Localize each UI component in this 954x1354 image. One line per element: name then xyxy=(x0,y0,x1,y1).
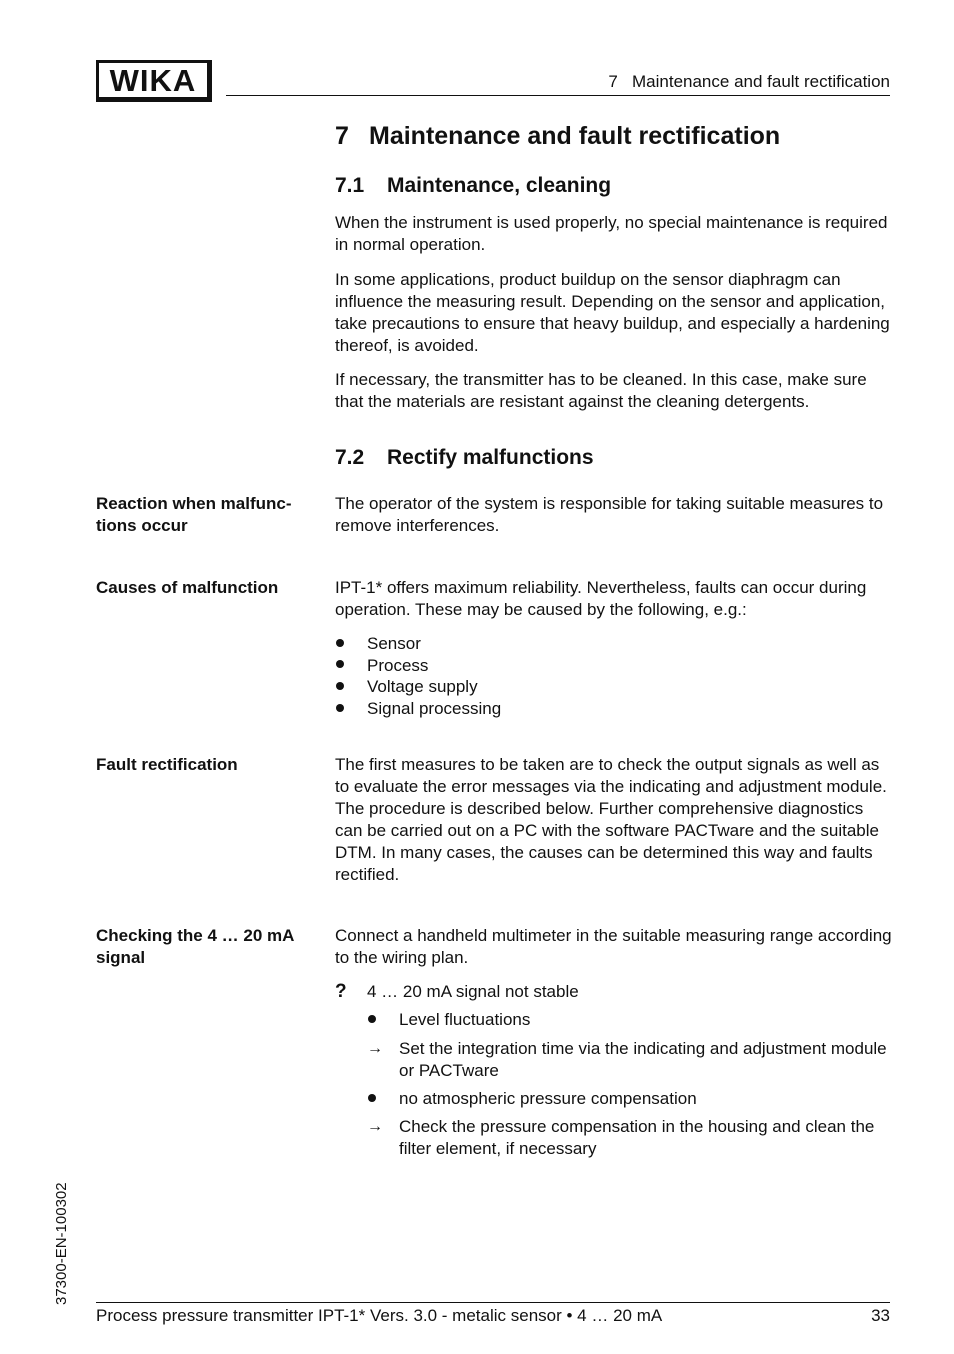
paragraph: In some applications, product buildup on the sensor diaphragm can influence the measuring result. Depending on the sensor and application, take precautions to ensure that heavy buildup, and especially a hardening thereof, is avoided. xyxy=(335,270,890,355)
section-7-2-number: 7.2 xyxy=(335,446,365,469)
list-item: Process xyxy=(335,655,501,677)
bullet-icon xyxy=(335,676,367,698)
list-item: Signal processing xyxy=(335,698,501,720)
chapter-title-text: Maintenance and fault rectification xyxy=(369,122,781,150)
symptom-text: 4 … 20 mA signal not stable xyxy=(367,982,579,1001)
section-7-1-number: 7.1 xyxy=(335,174,365,197)
cause-item: no atmospheric pressure compensation xyxy=(367,1088,897,1110)
wika-logo: WIKA xyxy=(96,60,212,102)
bullet-icon xyxy=(367,1088,399,1110)
bullet-icon xyxy=(335,655,367,677)
footer-text: Process pressure transmitter IPT-1* Vers. 3.0 - metalic sensor • 4 … 20 mA xyxy=(96,1306,663,1325)
remedy-item: → Set the integration time via the indicating and adjustment module or PACTware xyxy=(367,1039,887,1080)
arrow-right-icon: → xyxy=(367,1040,383,1057)
bullet-icon xyxy=(367,1009,399,1031)
header-divider xyxy=(226,95,890,96)
paragraph-reaction: The operator of the system is responsible for taking suitable measures to remove interferences. xyxy=(335,494,884,535)
section-7-1-heading xyxy=(335,174,611,198)
side-label-reaction: Reaction when malfunc-tions occur xyxy=(96,494,292,535)
bullet-icon xyxy=(335,633,367,655)
question-mark-icon: ? xyxy=(335,981,347,1002)
bullet-icon xyxy=(335,698,367,720)
running-header: 7 Maintenance and fault rectification xyxy=(608,72,890,91)
paragraph: When the instrument is used properly, no special maintenance is required in normal operation. xyxy=(335,213,888,254)
list-item: Voltage supply xyxy=(335,676,501,698)
section-7-2-heading xyxy=(335,446,594,470)
page-number: 33 xyxy=(871,1306,890,1325)
cause-list xyxy=(335,633,501,720)
paragraph: If necessary, the transmitter has to be cleaned. In this case, make sure that the materials are resistant against the cleaning detergents. xyxy=(335,370,867,411)
chapter-number: 7 xyxy=(335,122,349,150)
footer-divider xyxy=(96,1302,890,1303)
side-label-checking: Checking the 4 … 20 mA signal xyxy=(96,926,294,967)
cause-item: Level fluctuations xyxy=(367,1009,897,1031)
document-id xyxy=(48,1155,74,1305)
side-label-fault: Fault rectification xyxy=(96,755,238,774)
arrow-right-icon: → xyxy=(367,1118,383,1135)
paragraph-fault: The first measures to be taken are to check the output signals as well as to evaluate the error messages via the indicating and adjustment module. The procedure is described below. Further comprehensive diagnostics can be carried out on a PC with the software PACTware and the suitable DTM. In many cases, the causes can be determined this way and faults rectified. xyxy=(335,755,887,884)
section-7-2-title: Rectify malfunctions xyxy=(387,446,594,469)
section-7-1-title: Maintenance, cleaning xyxy=(387,174,612,197)
list-item: Sensor xyxy=(335,633,501,655)
remedy-item: → Check the pressure compensation in the housing and clean the filter element, if necessary xyxy=(367,1117,875,1158)
paragraph-checking: Connect a handheld multimeter in the suitable measuring range according to the wiring plan. xyxy=(335,926,892,967)
document-id-text: 37300-EN-100302 xyxy=(53,1182,70,1305)
side-label-causes: Causes of malfunction xyxy=(96,578,279,597)
paragraph-causes: IPT-1* offers maximum reliability. Nevertheless, faults can occur during operation. These may be caused by the following, e.g.: xyxy=(335,578,867,619)
chapter-title xyxy=(335,122,780,151)
